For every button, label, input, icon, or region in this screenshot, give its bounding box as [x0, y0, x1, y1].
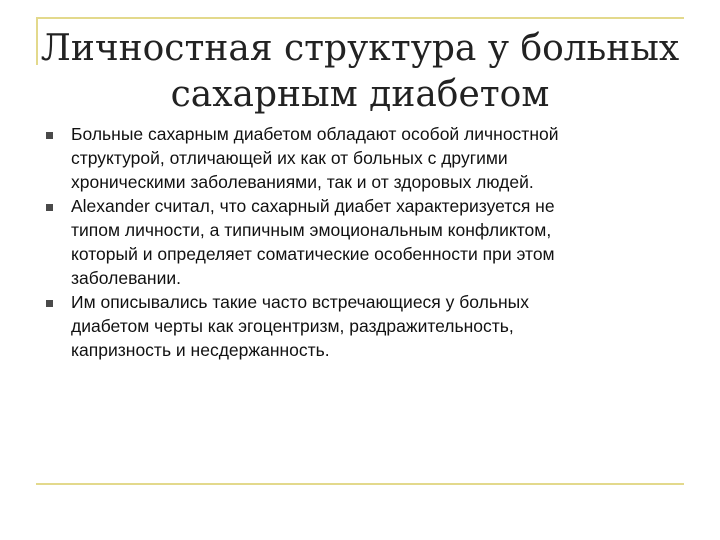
square-bullet-icon [46, 300, 53, 307]
left-rule [36, 17, 38, 65]
title-line-2: сахарным диабетом [170, 74, 550, 115]
bullet-list [46, 122, 666, 362]
bullet-line: Им описывались такие часто встречающиеся у больных [71, 292, 529, 312]
top-rule [36, 17, 684, 19]
bullet-line: Больные сахарным диабетом обладают особой личностной [71, 124, 559, 144]
title-line-1: Личностная структура у больных [40, 28, 680, 69]
bullet-line: типом личности, а типичным эмоциональным конфликтом, [71, 220, 552, 240]
bullet-line: который и определяет соматические особенности при этом [71, 244, 555, 264]
bullet-line: хроническими заболеваниями, так и от здоровых людей. [71, 172, 534, 192]
bullet-line: капризность и несдержанность. [71, 340, 330, 360]
bottom-rule [36, 483, 684, 485]
bullet-line: заболевании. [71, 268, 181, 288]
bullet-item [46, 122, 666, 194]
square-bullet-icon [46, 204, 53, 211]
bullet-line: диабетом черты как эгоцентризм, раздражительность, [71, 316, 514, 336]
bullet-line: Alexander считал, что сахарный диабет характеризуется не [71, 196, 555, 216]
square-bullet-icon [46, 132, 53, 139]
slide-title [40, 26, 680, 118]
bullet-item [46, 290, 666, 362]
bullet-item [46, 194, 666, 290]
bullet-line: структурой, отличающей их как от больных с другими [71, 148, 508, 168]
